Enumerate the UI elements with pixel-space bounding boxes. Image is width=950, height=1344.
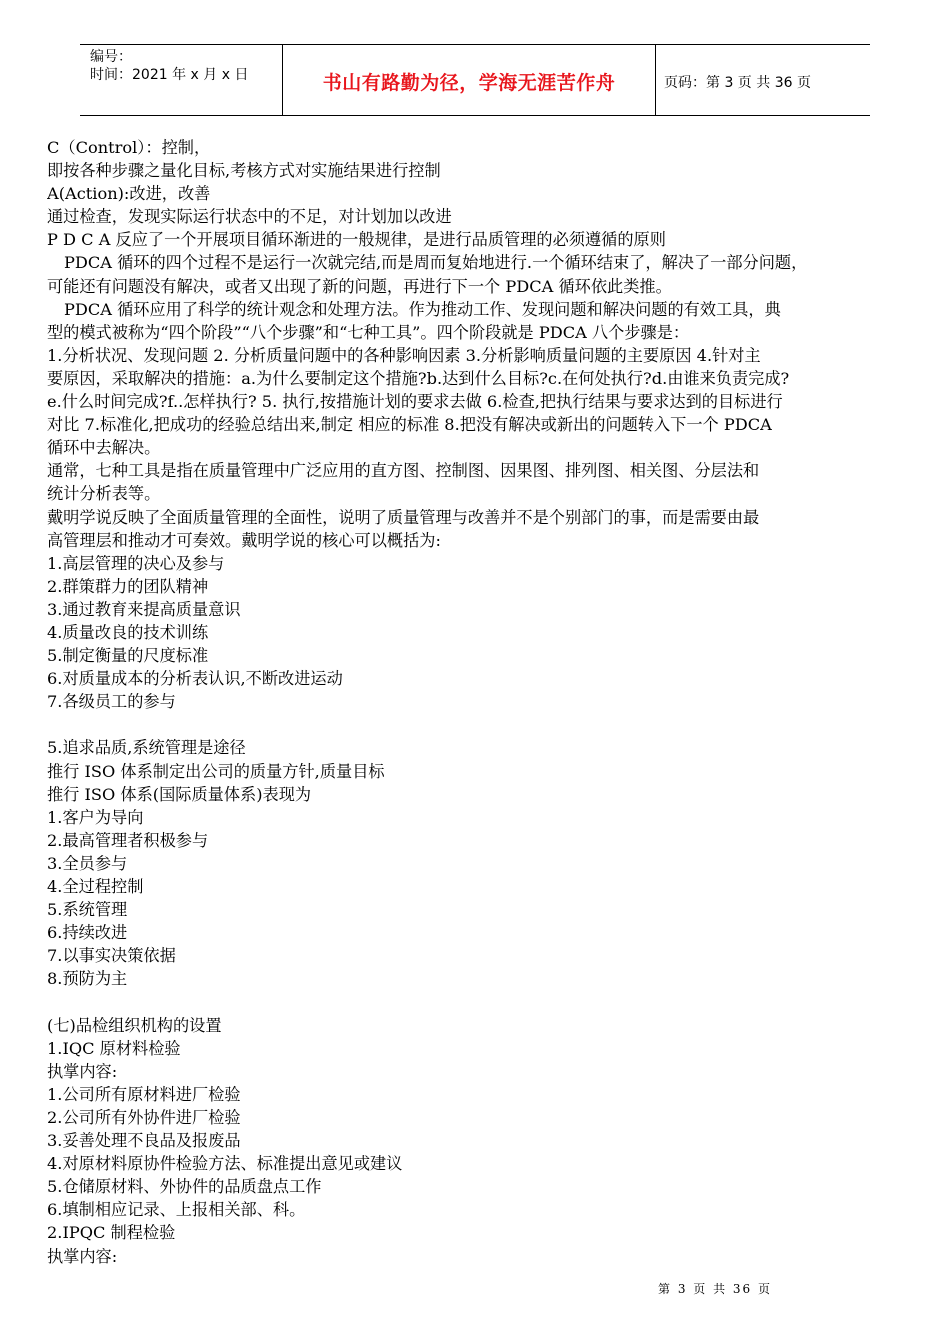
body-text-line: 5.系统管理 <box>47 900 128 920</box>
body-text-line: 可能还有问题没有解决，或者又出现了新的问题，再进行下一个 PDCA 循环依此类推。 <box>47 276 672 296</box>
body-text-line: P D C A 反应了一个开展项目循环渐进的一般规律，是进行品质管理的必须遵循的原则 <box>47 230 666 250</box>
blank-line <box>47 990 909 1013</box>
body-text-line: 高管理层和推动才可奏效。戴明学说的核心可以概括为: <box>47 530 441 550</box>
body-text-line: 执掌内容: <box>47 1246 118 1266</box>
document-date-label: 时间：2021 年 x 月 x 日 <box>90 67 249 83</box>
header-slogan: 书山有路勤为径，学海无涯苦作舟 <box>322 72 616 94</box>
header-page-code: 页码：第 3 页 共 36 页 <box>664 75 811 91</box>
body-text-line: 4.全过程控制 <box>47 877 144 896</box>
body-text-line: 2.IPQC 制程检验 <box>47 1223 176 1243</box>
body-text-line: 循环中去解决。 <box>47 438 161 458</box>
body-text-line: 1.分析状况、发现问题 2. 分析质量问题中的各种影响因素 3.分析影响质量问题的主要原因 4.针对主 <box>47 345 761 365</box>
body-text-line: 1.公司所有原材料进厂检验 <box>47 1084 241 1104</box>
body-text-line: 2.最高管理者积极参与 <box>47 830 209 850</box>
body-text-line: PDCA 循环应用了科学的统计观念和处理方法。作为推动工作、发现问题和解决问题的有效工具，典 <box>64 299 781 319</box>
body-text-line: 执掌内容: <box>47 1061 118 1081</box>
body-text-line: PDCA 循环的四个过程不是运行一次就完结,而是周而复始地进行.一个循环结束了，解决了一部分问题， <box>64 253 808 273</box>
body-text-line: 即按各种步骤之量化目标,考核方式对实施结果进行控制 <box>47 161 441 181</box>
body-text-line: 型的模式被称为“四个阶段”“八个步骤”和“七种工具”。四个阶段就是 PDCA 八个步骤是： <box>47 322 690 342</box>
header-page-cell <box>656 45 870 115</box>
body-text-line: 1.高层管理的决心及参与 <box>47 553 225 573</box>
body-text-line: 7.以事实决策依据 <box>47 946 176 966</box>
body-text-line: 对比 7.标准化,把成功的经验总结出来,制定 相应的标准 8.把没有解决或新出的问题转入下一个 PDCA <box>47 415 772 435</box>
body-text-line: 4.质量改良的技术训练 <box>47 622 209 642</box>
body-text-line: 推行 ISO 体系(国际质量体系)表现为 <box>47 784 312 804</box>
document-number-label: 编号： <box>90 49 132 65</box>
document-header <box>80 44 870 116</box>
body-text-line: 2.群策群力的团队精神 <box>47 576 209 596</box>
body-text-line: 戴明学说反映了全面质量管理的全面性，说明了质量管理与改善并不是个别部门的事，而是需要由最 <box>47 507 760 527</box>
body-text-line: 8.预防为主 <box>47 969 128 989</box>
header-slogan-cell <box>283 45 656 115</box>
body-text-line: 统计分析表等。 <box>47 484 161 504</box>
body-text-line: 7.各级员工的参与 <box>47 692 176 712</box>
body-text-line: (七)品检组织机构的设置 <box>47 1015 222 1035</box>
body-text-line: 1.客户为导向 <box>47 807 144 827</box>
footer-page-number: 第 3 页 共 36 页 <box>658 1282 772 1296</box>
body-text-line: A(Action):改进，改善 <box>47 184 211 204</box>
body-text-line: 4.对原材料原协件检验方法、标准提出意见或建议 <box>47 1154 403 1174</box>
body-text-line: 通过检查，发现实际运行状态中的不足，对计划加以改进 <box>47 207 452 227</box>
body-text-line: 要原因，采取解决的措施：a.为什么要制定这个措施?b.达到什么目标?c.在何处执行?d.由谁来负责完成? <box>47 368 790 388</box>
body-text-line: 6.对质量成本的分析表认识,不断改进运动 <box>47 669 343 689</box>
document-body <box>47 136 909 1268</box>
body-text-line: 5.仓储原材料、外协件的品质盘点工作 <box>47 1177 322 1197</box>
body-text-line: 3.全员参与 <box>47 853 128 873</box>
body-text-line: 3.通过教育来提高质量意识 <box>47 599 241 619</box>
body-text-line: 2.公司所有外协件进厂检验 <box>47 1107 241 1127</box>
body-text-line: 通常，七种工具是指在质量管理中广泛应用的直方图、控制图、因果图、排列图、相关图、分层法和 <box>47 461 760 481</box>
blank-line <box>47 713 909 736</box>
body-text-line: 6.填制相应记录、上报相关部、科。 <box>47 1200 306 1220</box>
page-footer <box>0 1280 950 1297</box>
body-text-line: 5.追求品质,系统管理是途径 <box>47 738 246 758</box>
body-text-line: C（Control）：控制， <box>47 138 211 157</box>
header-meta-cell <box>80 45 283 115</box>
body-text-line: 1.IQC 原材料检验 <box>47 1038 181 1058</box>
body-text-line: 推行 ISO 体系制定出公司的质量方针,质量目标 <box>47 761 385 781</box>
body-text-line: 3.妥善处理不良品及报废品 <box>47 1131 241 1151</box>
body-text-line: e.什么时间完成?f..怎样执行? 5. 执行,按措施计划的要求去做 6.检查,把执行结果与要求达到的目标进行 <box>47 392 783 412</box>
body-text-line: 6.持续改进 <box>47 923 128 943</box>
body-text-line: 5.制定衡量的尺度标准 <box>47 646 209 666</box>
